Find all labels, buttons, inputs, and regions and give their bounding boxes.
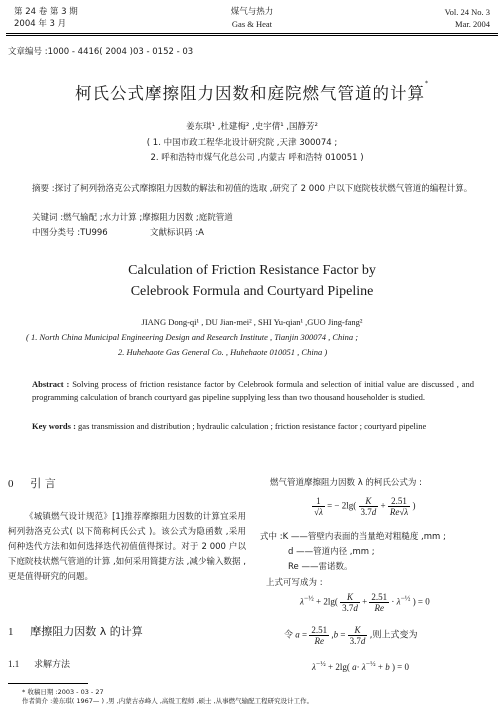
rewrite-text: 上式可写成为 : [266,578,323,588]
header-rule [6,33,498,34]
section-1-1-heading [8,657,246,673]
authors-en: JIANG Dong-qi¹ , DU Jian-mei² , SHI Yu-qian¹ ,GUO Jing-fang² [141,317,363,327]
date-en: Mar. 2004 [455,19,490,29]
section-0-title: 引 言 [30,477,56,490]
then-text: ,则上式变为 [369,630,418,641]
right-intro: 燃气管道摩擦阻力因数 λ 的柯氏公式为 : [270,478,423,488]
section-0-number: 0 [8,478,14,490]
footnote-rule [8,683,88,684]
class-number: 中图分类号 :TU996 [32,228,108,238]
section-1-heading [8,624,246,641]
section-1-1-title: 求解方法 [33,660,70,670]
section-1-1-number: 1.1 [8,659,20,669]
title-en-1: Calculation of Friction Resistance Factor by [128,263,376,278]
footnote-received: * 收稿日期 :2003 - 03 - 27 [22,688,104,696]
title-cn: 柯氏公式摩擦阻力因数和庭院燃气管道的计算* [75,80,429,103]
footnote-author: 作者简介 :姜东琪( 1967— ) ,男 ,内蒙古赤峰人 ,高级工程师 ,硕士 ,从事燃气输配工程研究设计工作。 [22,697,314,705]
affiliation-cn-1: ( 1. 中国市政工程华北设计研究院 ,天津 300074 ; [146,138,338,148]
title-footnote-mark: * [425,80,429,87]
journal-name-cn: 煤气与热力 [230,7,274,17]
section-0-body: 《城镇燃气设计规范》[1]推荐摩擦阻力因数的计算宜采用柯列勃洛克公式( 以下简称柯氏公式 )。该公式为隐函数 ,采用何种迭代方法和如何选择迭代初值值得探讨。对于 2 000 户以下庭院枝状燃气管道的计算 ,如何采用简捷方法 ,减少输入数据 ,更是值得研究的问题。 [8,512,246,582]
abstract-cn: 摘要 :探讨了柯列勃洛克公式摩擦阻力因数的解法和初值的选取 ,研究了 2 000 户以下庭院枝状燃气管道的编程计算。 [32,184,473,194]
equation-2: $\lambda^{-\frac{1}{2}} + 2\lg$( $\frac{K}{3.7d}$ + $\frac{2.51}{Re}$ · $\lambda^{-\frac{1}{2}}$ ) = 0 [300,592,430,613]
abstract-en-body: Solving process of friction resistance factor by Celebrook formula and selection of initial value are discussed , and programming calculation of branch courtyard gas pipeline supplying less than two thousand householder is studied. [32,379,475,402]
volume-issue: 第 24 卷 第 3 期 [14,7,78,17]
substitution-line: 令 a = $\frac{2.51}{Re}$ ,b = $\frac{K}{3.7d}$ ,则上式变为 [284,625,418,646]
journal-name [0,6,504,30]
abstract-en [32,378,474,404]
keywords-cn: 关键词 :燃气输配 ;水力计算 ;摩擦阻力因数 ;庭院管道 [32,213,233,223]
title-en-2: Celebrook Formula and Courtyard Pipeline [130,284,374,299]
authors-cn: 姜东琪¹ ,杜建梅² ,史宇倩¹ ,国静芳² [186,122,318,132]
equation-3: $\lambda^{-\frac{1}{2}} + 2\lg$( $a\cdot \lambda^{-\frac{1}{2}} + b$ ) = 0 [312,659,410,672]
where-d: d ——管道内径 ,mm ; [288,547,375,557]
section-1-number: 1 [8,626,14,638]
affiliation-en-1: ( 1. North China Municipal Engineering Design and Research Institute , Tianjin 300074 , China ; [26,332,359,342]
abstract-en-label: Abstract : [32,379,70,389]
keywords-en-body: gas transmission and distribution ; hydraulic calculation ; friction resistance factor ; courtyard pipeline [78,421,427,431]
affiliation-cn-2: 2. 呼和浩特市煤气化总公司 ,内蒙古 呼和浩特 010051 ) [150,153,364,163]
where-k: 式中 :K ——管壁内表面的当量绝对粗糙度 ,mm ; [260,532,446,542]
journal-name-en: Gas & Heat [231,19,273,29]
affiliation-en-2: 2. Huhehaote Gas General Co. , Huhehaote 010051 , China ) [118,347,328,357]
let-text: 令 [284,630,294,641]
issue-date: 2004 年 3 月 [14,19,67,29]
section-1-title: 摩擦阻力因数 λ 的计算 [30,625,143,638]
article-number: 文章编号 :1000 - 4416( 2004 )03 - 0152 - 03 [8,47,194,57]
header-rule-thin [6,35,498,36]
journal-volume-en [445,6,490,30]
volume-no-en: Vol. 24 No. 3 [444,7,490,17]
equation-1: $\frac{1}{√\lambda}$ = − 2lg( $\frac{K}{3.7d}$ + $\frac{2.51}{Re√\lambda}$ ) [314,496,416,517]
keywords-en [32,420,474,433]
where-re: Re ——雷诺数。 [288,562,353,572]
doc-code: 文献标识码 :A [150,228,204,238]
keywords-en-label: Key words : [32,421,76,431]
section-0-heading [8,476,246,493]
